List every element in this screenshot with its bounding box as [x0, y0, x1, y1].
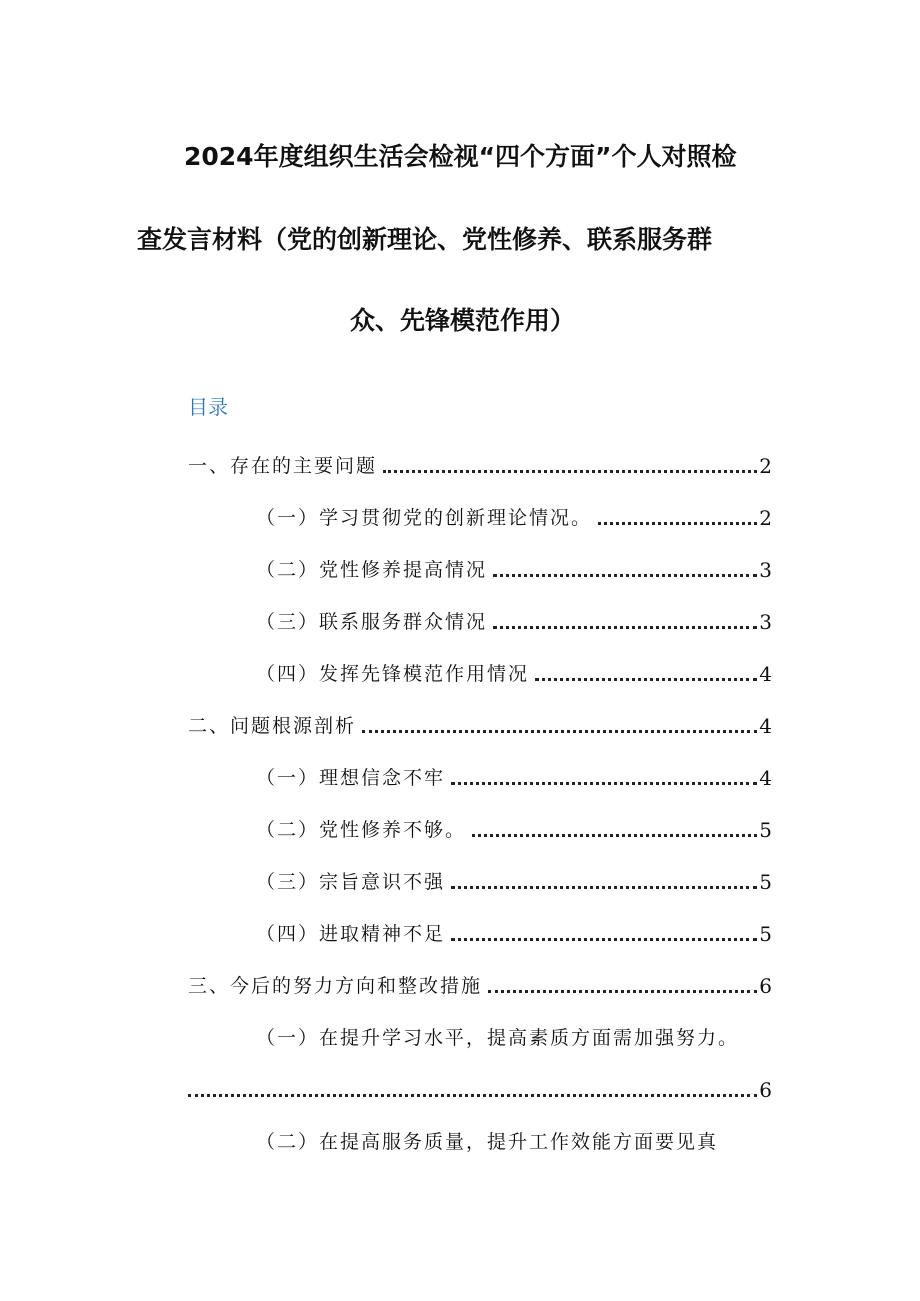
- toc-dot-leader: [451, 937, 757, 941]
- toc-page-number: 3: [759, 610, 772, 634]
- toc-entry-section-2-2[interactable]: [256, 812, 772, 842]
- toc-dot-leader: [451, 885, 757, 889]
- toc-entry-label: 二、问题根源剖析: [188, 715, 357, 737]
- toc-entry-label: 一、存在的主要问题: [188, 455, 378, 477]
- toc-page-number: 4: [759, 766, 772, 790]
- toc-entry-section-3-1-continuation[interactable]: [188, 1072, 772, 1102]
- toc-entry-label: （一）理想信念不牢: [256, 767, 446, 789]
- toc-dot-leader: [488, 989, 757, 993]
- toc-page-number: 4: [759, 714, 772, 738]
- toc-entry-section-2-3[interactable]: [256, 864, 772, 894]
- toc-page-number: 3: [759, 558, 772, 582]
- toc-entry-section-1-3[interactable]: [256, 604, 772, 634]
- toc-entry-label: （一）学习贯彻党的创新理论情况。: [256, 507, 593, 529]
- document-title-line-2: 查发言材料（党的创新理论、党性修养、联系服务群: [137, 225, 713, 254]
- toc-dot-leader: [451, 781, 757, 785]
- toc-dot-leader: [188, 1093, 757, 1097]
- document-title-line-1: 2024年度组织生活会检视“四个方面”个人对照检: [184, 142, 737, 171]
- toc-page-number: 5: [759, 922, 772, 946]
- toc-page-number: 2: [759, 506, 772, 530]
- toc-entry-section-1-1[interactable]: [256, 500, 772, 530]
- toc-dot-leader: [493, 625, 757, 629]
- toc-dot-leader: [535, 677, 757, 681]
- toc-entry-label: （四）发挥先锋模范作用情况: [256, 663, 530, 685]
- toc-dot-leader: [493, 573, 757, 577]
- toc-entry-section-2-1[interactable]: [256, 760, 772, 790]
- toc-entry-label: （三）联系服务群众情况: [256, 611, 488, 633]
- toc-dot-leader: [472, 833, 757, 837]
- toc-dot-leader: [598, 521, 757, 525]
- toc-entry-label: （三）宗旨意识不强: [256, 871, 446, 893]
- toc-heading: 目录: [188, 395, 228, 419]
- toc-entry-section-3-2[interactable]: [256, 1124, 772, 1154]
- toc-entry-section-1[interactable]: [188, 448, 772, 478]
- toc-entry-label: （二）党性修养提高情况: [256, 559, 488, 581]
- toc-dot-leader: [383, 469, 757, 473]
- document-title-line-3: 众、先锋模范作用）: [350, 306, 576, 335]
- toc-entry-section-2-4[interactable]: [256, 916, 772, 946]
- toc-entry-section-1-4[interactable]: [256, 656, 772, 686]
- toc-entry-section-1-2[interactable]: [256, 552, 772, 582]
- toc-entry-section-3[interactable]: [188, 968, 772, 998]
- toc-page-number: 5: [759, 818, 772, 842]
- toc-page-number: 2: [759, 454, 772, 478]
- toc-entry-label: （四）进取精神不足: [256, 923, 446, 945]
- toc-entry-section-3-1[interactable]: [256, 1020, 772, 1050]
- toc-entry-label: （二）党性修养不够。: [256, 819, 467, 841]
- toc-entry-label: 三、今后的努力方向和整改措施: [188, 975, 483, 997]
- toc-dot-leader: [362, 729, 757, 733]
- toc-page-number: 4: [759, 662, 772, 686]
- toc-entry-label: （一）在提升学习水平，提高素质方面需加强努力。: [256, 1027, 740, 1049]
- toc-page-number: 5: [759, 870, 772, 894]
- toc-page-number: 6: [759, 1078, 772, 1102]
- toc-entry-section-2[interactable]: [188, 708, 772, 738]
- toc-page-number: 6: [759, 974, 772, 998]
- toc-entry-label: （二）在提高服务质量，提升工作效能方面要见真: [256, 1131, 719, 1153]
